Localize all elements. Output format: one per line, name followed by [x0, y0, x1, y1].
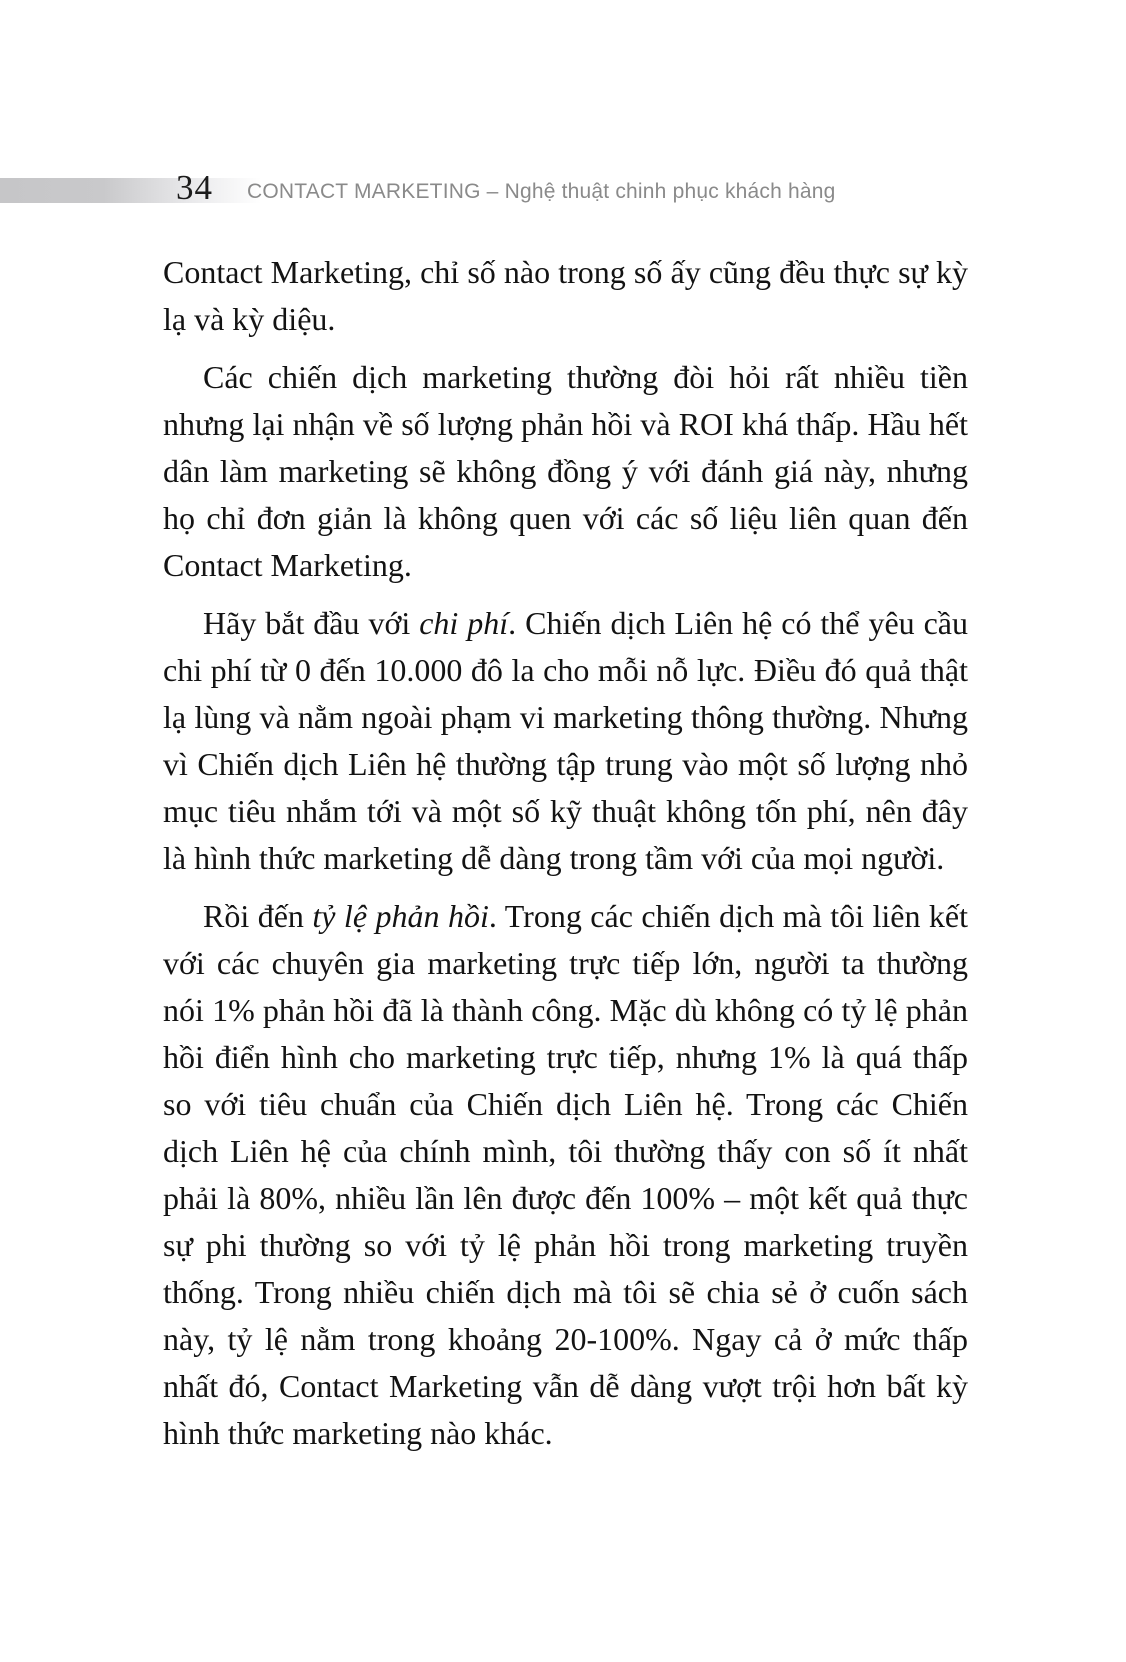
paragraph: Các chiến dịch marketing thường đòi hỏi rất nhiều tiền nhưng lại nhận về số lượng phản hồi và ROI khá thấp. Hầu hết dân làm marketing sẽ không đồng ý với đánh giá này, nhưng họ chỉ đơn giản là không quen với các số liệu liên quan đến Contact Marketing.: [163, 359, 968, 583]
page-number: 34: [176, 168, 213, 207]
body-text-block: [163, 249, 968, 1468]
paragraph: Hãy bắt đầu với chi phí. Chiến dịch Liên hệ có thể yêu cầu chi phí từ 0 đến 10.000 đô la cho mỗi nỗ lực. Điều đó quả thật lạ lùng và nằm ngoài phạm vi marketing thông thường. Nhưng vì Chiến dịch Liên hệ thường tập trung vào một số lượng nhỏ mục tiêu nhắm tới và một số kỹ thuật không tốn phí, nên đây là hình thức marketing dễ dàng trong tầm với của mọi người.: [163, 605, 969, 876]
header-gradient-bar: [0, 178, 272, 203]
paragraph: Contact Marketing, chỉ số nào trong số ấy cũng đều thực sự kỳ lạ và kỳ diệu.: [163, 254, 968, 337]
paragraph: Rồi đến tỷ lệ phản hồi. Trong các chiến dịch mà tôi liên kết với các chuyên gia marketing trực tiếp lớn, người ta thường nói 1% phản hồi đã là thành công. Mặc dù không có tỷ lệ phản hồi điển hình cho marketing trực tiếp, nhưng 1% là quá thấp so với tiêu chuẩn của Chiến dịch Liên hệ. Trong các Chiến dịch Liên hệ của chính mình, tôi thường thấy con số ít nhất phải là 80%, nhiều lần lên được đến 100% – một kết quả thực sự phi thường so với tỷ lệ phản hồi trong marketing truyền thống. Trong nhiều chiến dịch mà tôi sẽ chia sẻ ở cuốn sách này, tỷ lệ nằm trong khoảng 20-100%. Ngay cả ở mức thấp nhất đó, Contact Marketing vẫn dễ dàng vượt trội hơn bất kỳ hình thức marketing nào khác.: [163, 898, 969, 1451]
running-header-title: CONTACT MARKETING – Nghệ thuật chinh phục khách hàng: [247, 180, 836, 203]
